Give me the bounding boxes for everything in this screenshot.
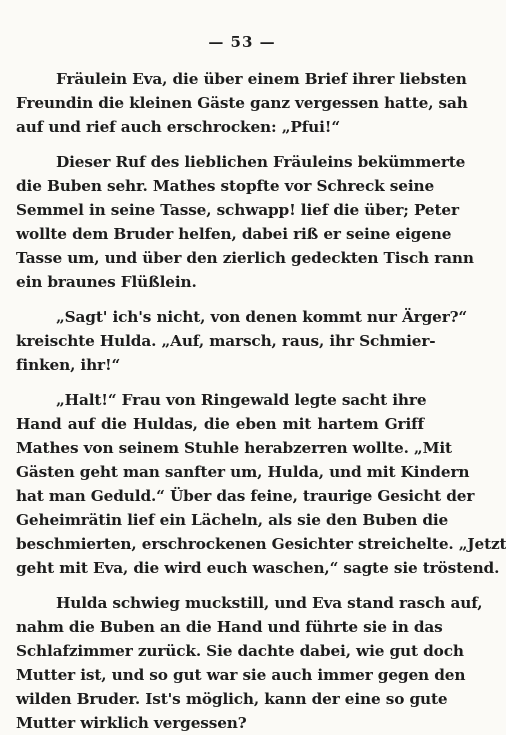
paragraph-4 bbox=[16, 388, 506, 580]
paragraph-3-line-1: „Sagt' ich's nicht, von denen kommt nur Ärger?“ bbox=[56, 308, 468, 326]
paragraph-4-line-8: geht mit Eva, die wird euch waschen,“ sagte sie tröstend. bbox=[16, 559, 500, 577]
paragraph-4-line-1: „Halt!“ Frau von Ringewald legte sacht ihre bbox=[56, 391, 427, 409]
paragraph-2-line-4: wollte dem Bruder helfen, dabei riß er seine eigene bbox=[16, 225, 452, 243]
paragraph-2 bbox=[16, 150, 474, 294]
paragraph-5-line-2: nahm die Buben an die Hand und führte sie in das bbox=[16, 618, 443, 636]
paragraph-5-line-5: wilden Bruder. Ist's möglich, kann der eine so gute bbox=[16, 690, 448, 708]
paragraph-5-line-3: Schlafzimmer zurück. Sie dachte dabei, wie gut doch bbox=[16, 642, 464, 660]
paragraph-2-line-5: Tasse um, und über den zierlich gedeckten Tisch rann bbox=[16, 249, 474, 267]
paragraph-2-line-1: Dieser Ruf des lieblichen Fräuleins bekümmerte bbox=[56, 153, 466, 171]
paragraph-4-line-4: Gästen geht man sanfter um, Hulda, und mit Kindern bbox=[16, 463, 470, 481]
paragraph-3-line-3: finken, ihr!“ bbox=[16, 356, 121, 374]
paragraph-1-line-2: Freundin die kleinen Gäste ganz vergessen hatte, sah bbox=[16, 94, 468, 112]
paragraph-2-line-2: die Buben sehr. Mathes stopfte vor Schreck seine bbox=[16, 177, 435, 195]
paragraph-1 bbox=[16, 67, 468, 139]
paragraph-5 bbox=[16, 591, 483, 735]
paragraph-4-line-5: hat man Geduld.“ Über das feine, traurige Gesicht der bbox=[16, 487, 475, 505]
page-number: — 53 — bbox=[208, 33, 276, 51]
paragraph-3-line-2: kreischte Hulda. „Auf, marsch, raus, ihr Schmier- bbox=[16, 332, 436, 350]
paragraph-5-line-6: Mutter wirklich vergessen? bbox=[16, 714, 247, 732]
paragraph-5-line-1: Hulda schwieg muckstill, und Eva stand rasch auf, bbox=[56, 594, 483, 612]
paragraph-4-line-6: Geheimrätin lief ein Lächeln, als sie den Buben die bbox=[16, 511, 449, 529]
paragraph-2-line-6: ein braunes Flüßlein. bbox=[16, 273, 197, 291]
paragraph-1-line-3: auf und rief auch erschrocken: „Pfui!“ bbox=[16, 118, 340, 136]
paragraph-1-line-1: Fräulein Eva, die über einem Brief ihrer liebsten bbox=[56, 70, 467, 88]
paragraph-4-line-3: Mathes von seinem Stuhle herabzerren wollte. „Mit bbox=[16, 439, 452, 457]
paragraph-4-line-7: beschmierten, erschrockenen Gesichter streichelte. „Jetzt bbox=[16, 535, 506, 553]
paragraph-4-line-2: Hand auf die Huldas, die eben mit hartem Griff bbox=[16, 415, 424, 433]
paragraph-3 bbox=[16, 305, 468, 377]
paragraph-5-line-4: Mutter ist, und so gut war sie auch immer gegen den bbox=[16, 666, 466, 684]
paragraph-2-line-3: Semmel in seine Tasse, schwapp! lief die über; Peter bbox=[16, 201, 459, 219]
